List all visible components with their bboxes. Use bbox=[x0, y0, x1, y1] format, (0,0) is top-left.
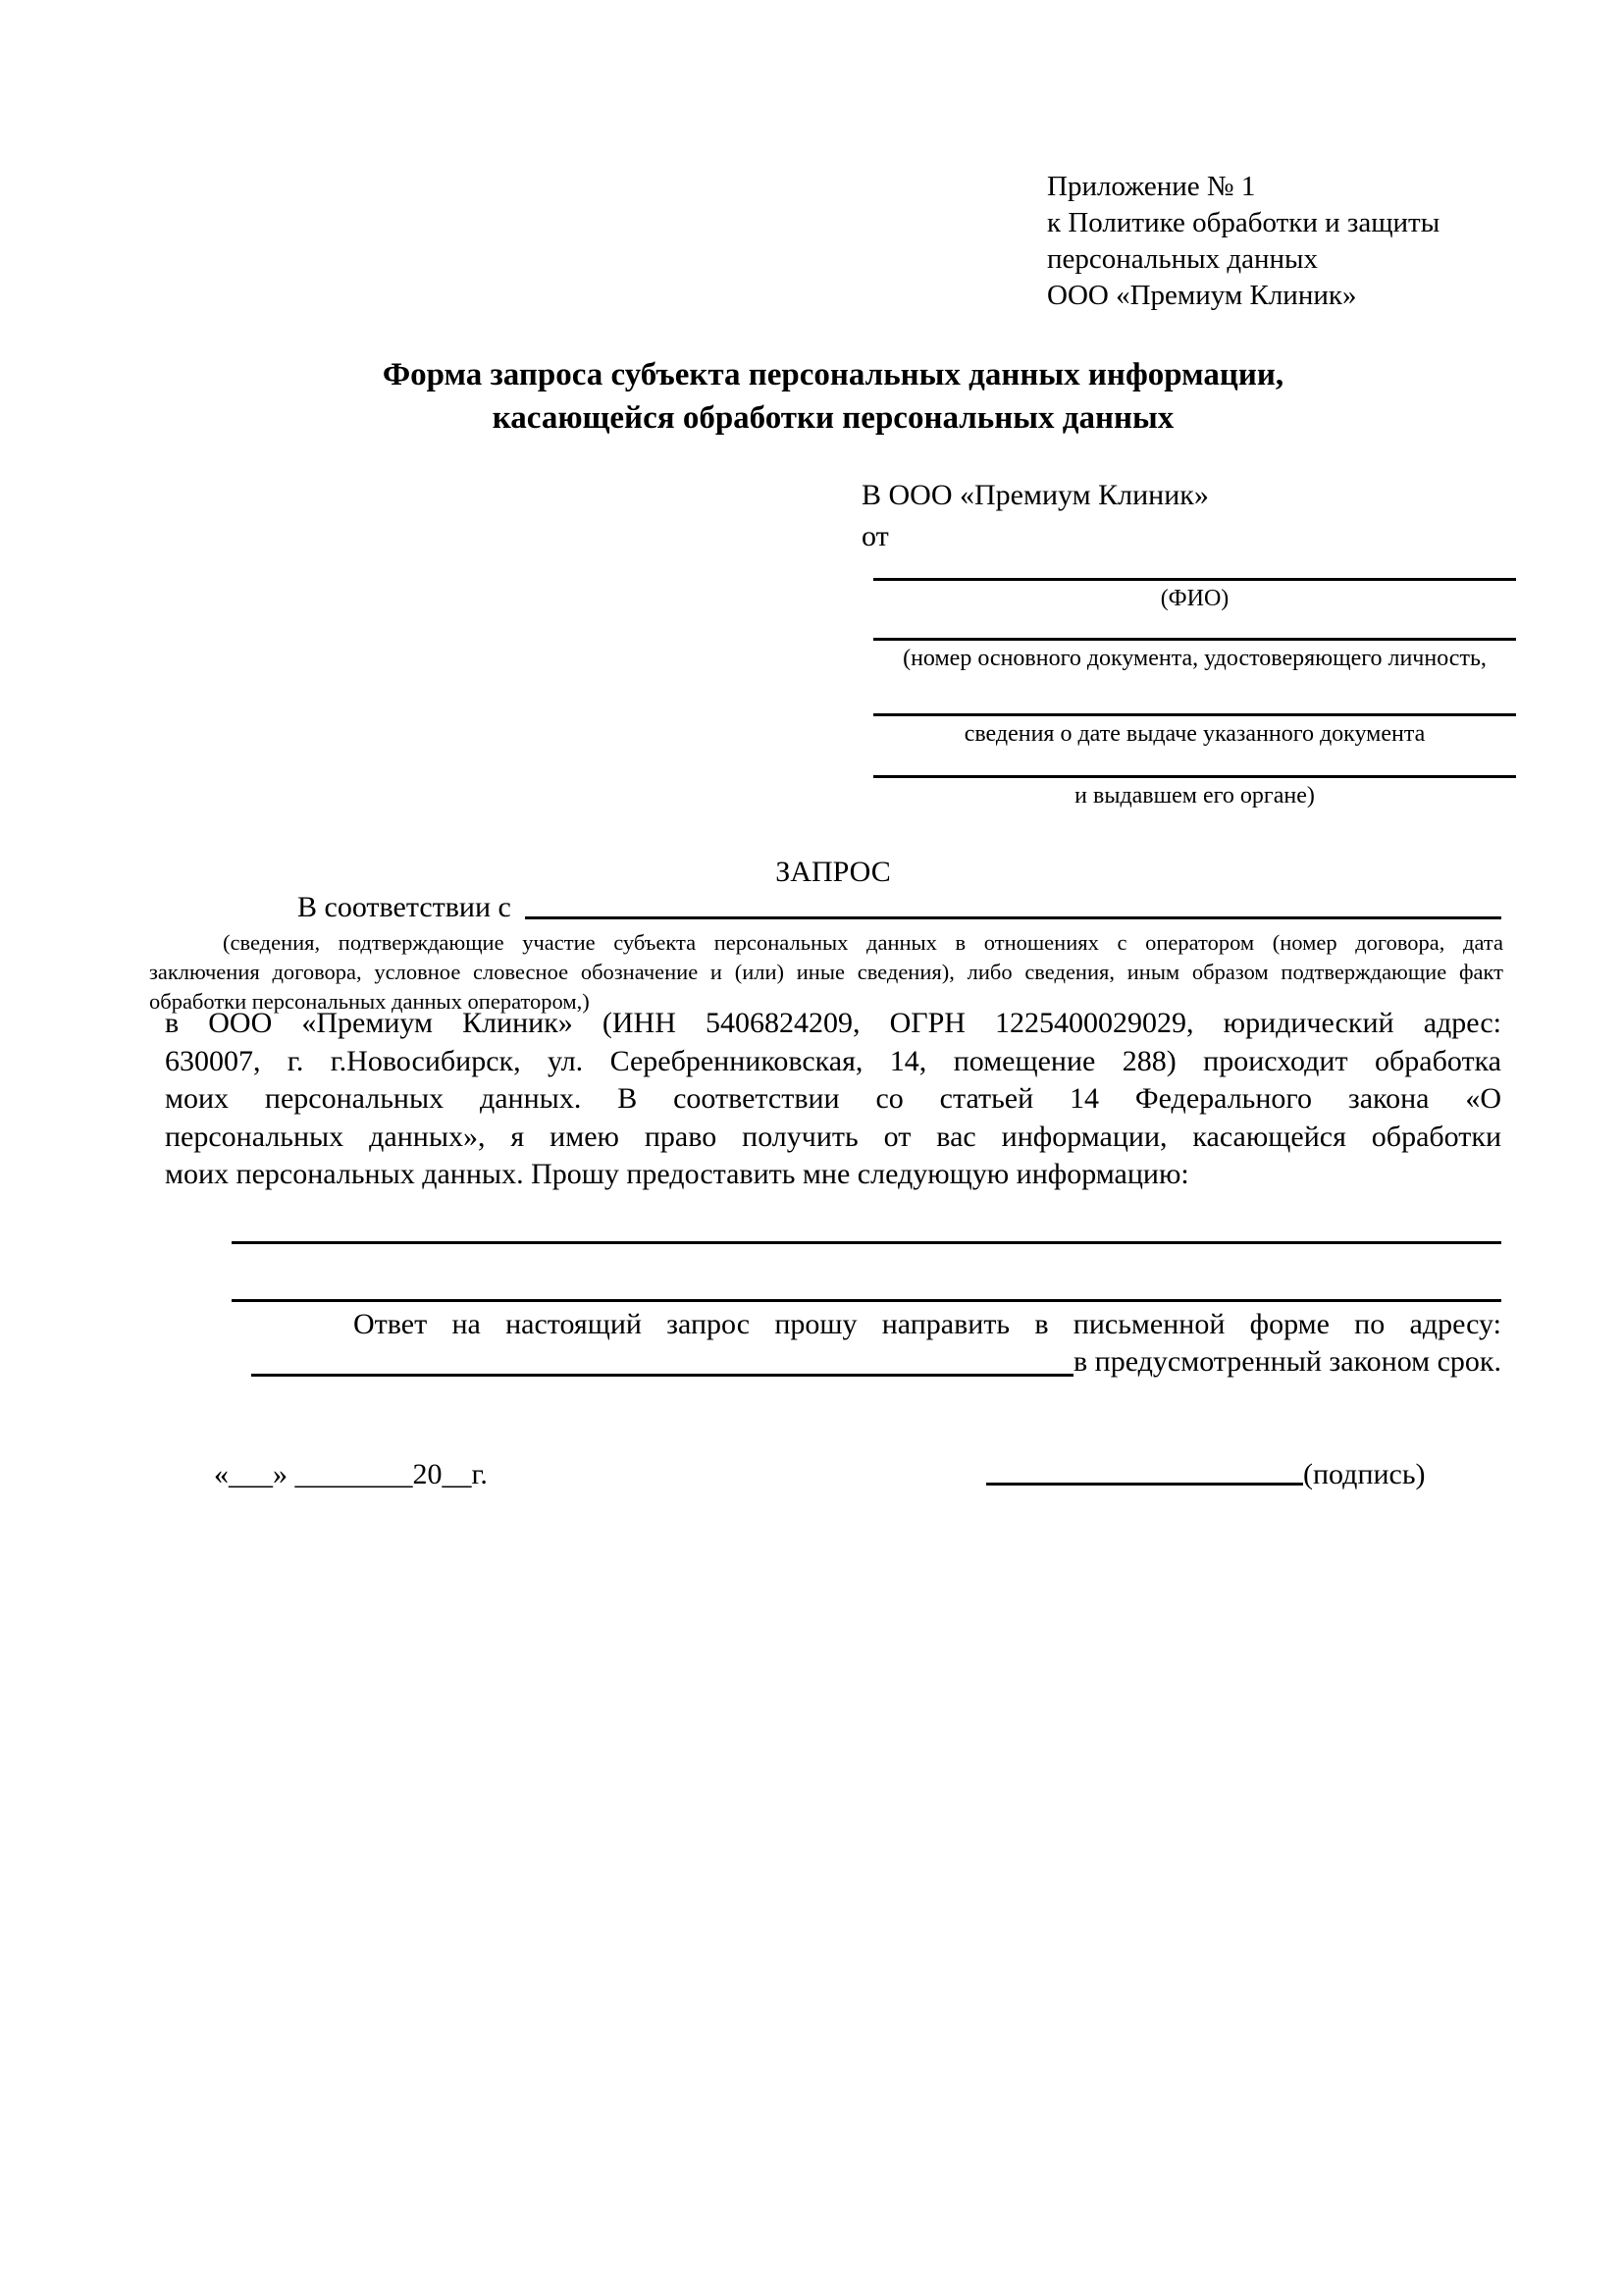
body-line-3: моих персональных данных. В соответствии со статьей 14 Федерального закона «О bbox=[165, 1082, 1501, 1115]
document-title bbox=[165, 353, 1501, 440]
body-line-2: 630007, г. г.Новосибирск, ул. Серебренниковская, 14, помещение 288) происходит обработка bbox=[165, 1044, 1501, 1077]
fio-field-line bbox=[873, 578, 1516, 581]
addressee-organization: В ООО «Премиум Клиник» bbox=[862, 479, 1209, 511]
document-title-line-1: Форма запроса субъекта персональных данных информации, bbox=[382, 357, 1284, 392]
body-line-5: моих персональных данных. Прошу предоставить мне следующую информацию: bbox=[165, 1158, 1189, 1190]
signature-blank-line bbox=[986, 1483, 1303, 1486]
request-heading: ЗАПРОС bbox=[775, 856, 891, 888]
appendix-line-3: персональных данных bbox=[1047, 243, 1319, 275]
fine-print-line-2: заключения договора, условное словесное обозначение и (или) иные сведения), либо сведения, иным образом подтверждающие факт bbox=[149, 960, 1503, 984]
appendix-line-4: ООО «Премиум Клиник» bbox=[1047, 280, 1357, 311]
addressee-from-label: от bbox=[862, 520, 889, 552]
signature-block bbox=[986, 1458, 1426, 1491]
date-blank: «___» ________20__г. bbox=[214, 1458, 488, 1490]
appendix-line-2: к Политике обработки и защиты bbox=[1047, 207, 1440, 238]
document-number-field-line bbox=[873, 638, 1516, 641]
address-blank-line bbox=[251, 1374, 1073, 1377]
basis-blank-line bbox=[525, 916, 1501, 919]
document-number-field-caption: (номер основного документа, удостоверяющего личность, bbox=[903, 646, 1487, 671]
fine-print-note bbox=[149, 928, 1503, 1017]
intro-prefix: В соответствии с bbox=[297, 891, 511, 923]
fine-print-line-1: (сведения, подтверждающие участие субъекта персональных данных в отношениях с оператором (номер договора, дата bbox=[223, 930, 1503, 955]
issuing-authority-field-caption: и выдавшем его органе) bbox=[1074, 783, 1315, 809]
body-paragraph bbox=[165, 1005, 1501, 1194]
reply-instruction-line: Ответ на настоящий запрос прошу направить в письменной форме по адресу: bbox=[353, 1308, 1501, 1340]
fio-field-caption: (ФИО) bbox=[1160, 586, 1230, 611]
body-line-4: персональных данных», я имею право получить от вас информации, касающейся обработки bbox=[165, 1120, 1501, 1153]
fine-print-line-3: обработки персональных данных оператором,) bbox=[149, 989, 590, 1014]
signature-caption: (подпись) bbox=[1303, 1458, 1426, 1490]
appendix-line-1: Приложение № 1 bbox=[1047, 171, 1256, 202]
intro-row bbox=[165, 891, 1501, 924]
issuing-authority-field-line bbox=[873, 775, 1516, 778]
reply-address-row bbox=[165, 1342, 1501, 1382]
body-line-1: в ООО «Премиум Клиник» (ИНН 5406824209, ОГРН 1225400029029, юридический адрес: bbox=[165, 1007, 1501, 1039]
document-title-line-2: касающейся обработки персональных данных bbox=[492, 400, 1175, 436]
issue-date-field-caption: сведения о дате выдаче указанного документа bbox=[964, 721, 1426, 747]
appendix-block bbox=[1047, 169, 1440, 314]
information-blank-line-2 bbox=[232, 1299, 1501, 1302]
issue-date-field-line bbox=[873, 713, 1516, 716]
information-blank-line-1 bbox=[232, 1241, 1501, 1244]
reply-suffix-text: в предусмотренный законом срок. bbox=[1073, 1345, 1501, 1378]
